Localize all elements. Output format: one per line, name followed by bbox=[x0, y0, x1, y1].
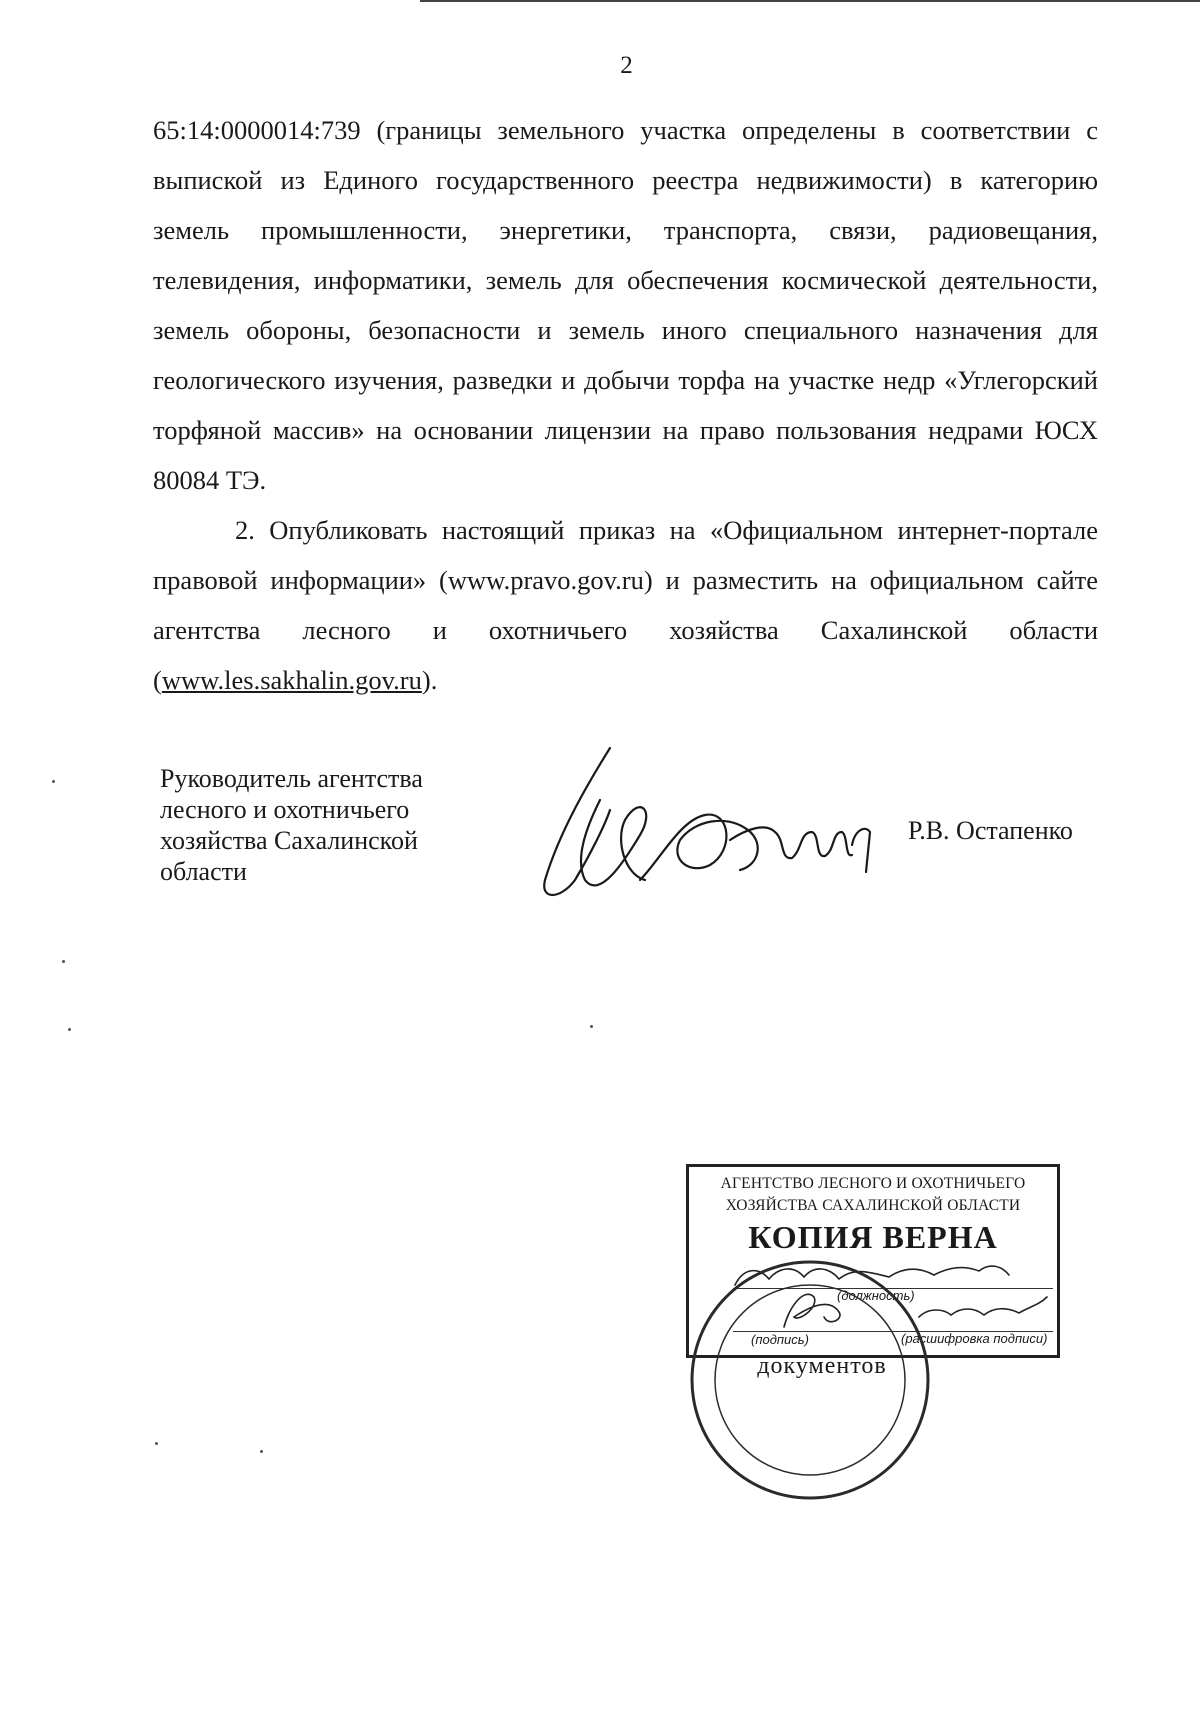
stamp-handwriting bbox=[689, 1167, 1063, 1361]
page-number: 2 bbox=[620, 52, 633, 79]
paragraph-2-end: ). bbox=[421, 665, 438, 695]
scan-speck bbox=[260, 1450, 263, 1453]
agency-website-link[interactable]: www.les.sakhalin.gov.ru bbox=[161, 665, 422, 695]
top-border-line bbox=[420, 0, 1200, 2]
certified-copy-stamp bbox=[686, 1164, 1060, 1358]
signer-title-line: лесного и охотничьего bbox=[160, 795, 410, 824]
signer-title-line: хозяйства Сахалинской bbox=[160, 826, 418, 855]
stamp-caption-position: (должность) bbox=[837, 1288, 915, 1303]
paragraph-2 bbox=[153, 505, 1098, 705]
stamp-agency-line: АГЕНТСТВО ЛЕСНОГО И ОХОТНИЧЬЕГО bbox=[720, 1175, 1026, 1192]
paragraph-1: 65:14:0000014:739 (границы земельного участка определены в соответствии с выпиской из Единого государственного реестра недвижимости) в категорию земель промышленности, энергетики, транспорта, связи, радиовещания, телевидения, информатики, земель для обеспечения космической деятельности, земель обороны, безопасности и земель иного специального назначения для геологического изучения, разведки и добычи торфа на участке недр «Углегорский торфяной массив» на основании лицензии на право пользования недрами ЮСХ 80084 ТЭ. bbox=[153, 115, 1098, 495]
seal-center-text: документов bbox=[757, 1353, 887, 1379]
stamp-agency-line: ХОЗЯЙСТВА САХАЛИНСКОЙ ОБЛАСТИ bbox=[725, 1197, 1021, 1214]
stamp-caption-signature: (подпись) bbox=[751, 1332, 809, 1347]
stamp-title: КОПИЯ ВЕРНА bbox=[748, 1219, 998, 1255]
scan-speck bbox=[590, 1025, 593, 1028]
scan-speck bbox=[52, 780, 55, 783]
stamp-caption-decoding: (расшифровка подписи) bbox=[901, 1331, 1048, 1346]
scan-speck bbox=[68, 1028, 71, 1031]
scan-speck bbox=[62, 960, 65, 963]
scan-speck bbox=[155, 1442, 158, 1445]
signer-title-line: Руководитель агентства bbox=[160, 764, 423, 793]
paragraph-2-text: 2. Опубликовать настоящий приказ на «Официальном интернет-портале правовой информации» (www.pravo.gov.ru) и разместить на официальном сайте агентства лесного и охотничьего хозяйства Сахалинской области ( bbox=[153, 515, 1098, 695]
document-body bbox=[153, 105, 1098, 705]
signer-title-line: области bbox=[160, 857, 247, 886]
signer-title bbox=[160, 763, 480, 887]
signer-name: Р.В. Остапенко bbox=[908, 816, 1073, 845]
handwritten-signature bbox=[530, 740, 890, 920]
